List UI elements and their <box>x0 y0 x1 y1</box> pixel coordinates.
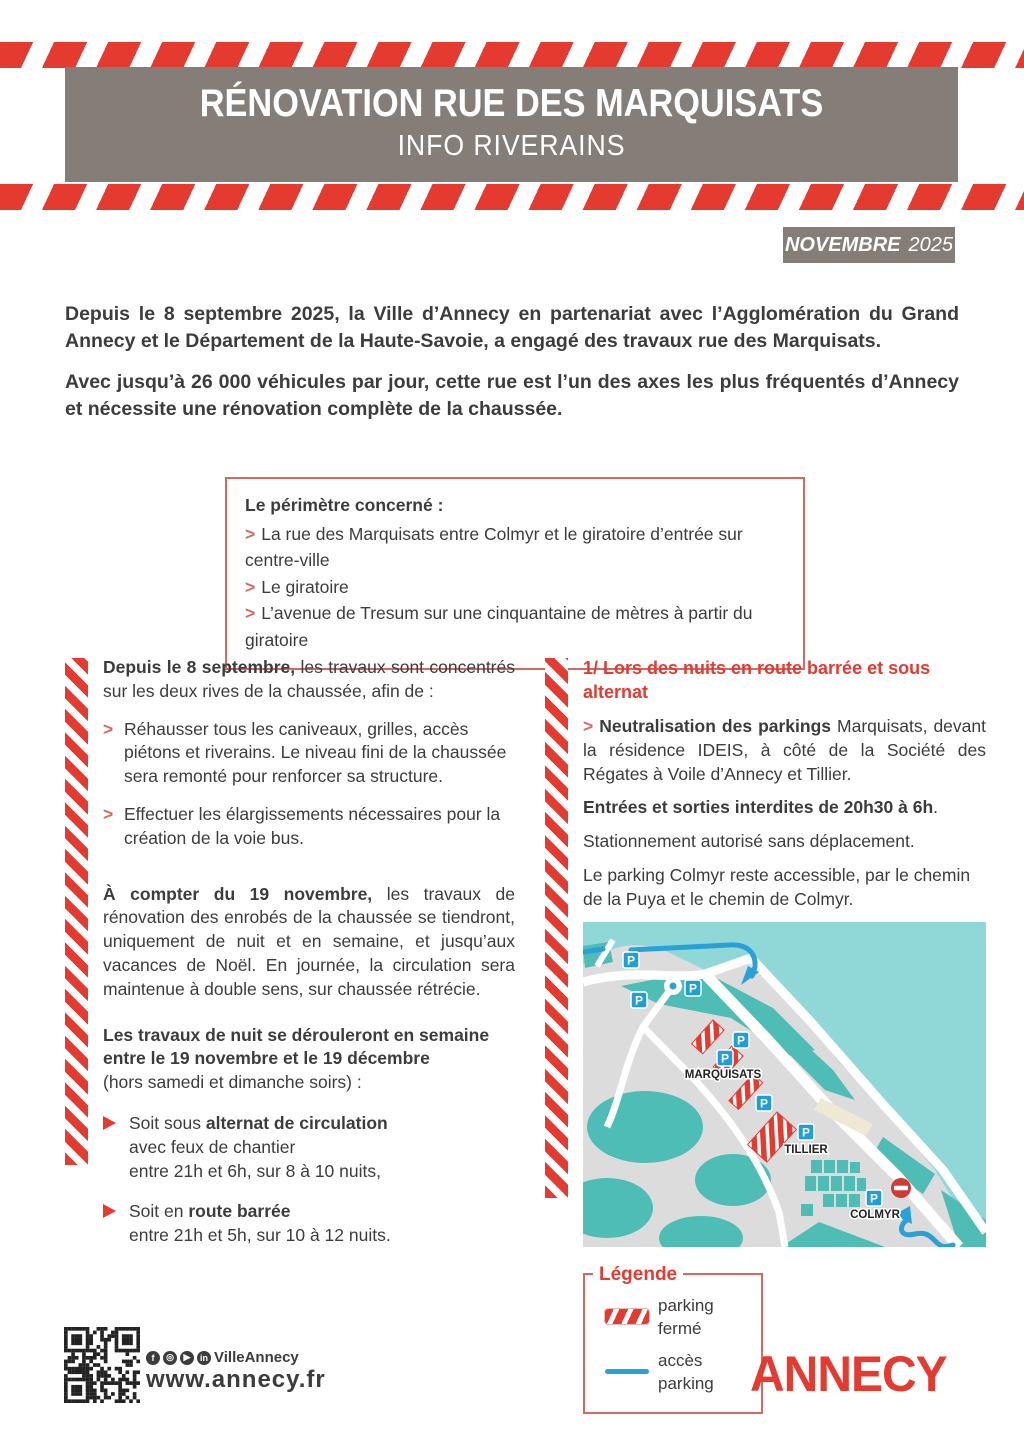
legend-item <box>605 1349 751 1395</box>
parking-paragraph-2 <box>583 796 986 820</box>
map-label-marquisats: MARQUISATS <box>684 1068 762 1081</box>
night-option-1 <box>103 1112 515 1183</box>
section-heading-nights: 1/ Lors des nuits en route barrée et sous alternat <box>583 658 931 703</box>
option1-bold: alternat de circulation <box>205 1112 388 1133</box>
chevron-icon: > <box>583 715 594 736</box>
intro-section <box>65 301 959 437</box>
option2-pre: Soit en <box>129 1201 189 1222</box>
perimeter-title: Le périmètre concerné : <box>245 495 444 515</box>
svg-text:P: P <box>759 1096 769 1111</box>
parking-paragraph-1 <box>583 715 986 786</box>
website-link[interactable]: www.annecy.fr <box>146 1366 326 1393</box>
svg-text:P: P <box>869 1191 879 1206</box>
perimeter-box <box>225 477 805 670</box>
social-row <box>146 1349 299 1366</box>
parking-p2-rest: . <box>933 797 939 818</box>
legend-box <box>583 1263 763 1414</box>
parking-marker <box>866 1190 882 1206</box>
works-paragraph-3 <box>103 1024 515 1095</box>
parking-paragraph-3: Stationnement autorisé sans déplacement. <box>583 831 915 852</box>
facebook-icon: f <box>146 1351 160 1365</box>
access-parking-swatch <box>605 1369 649 1374</box>
hazard-stripe-top <box>0 42 1024 68</box>
map-roundabout-dot <box>670 982 677 989</box>
parking-closed-swatch <box>605 1309 649 1324</box>
option1-line2: avec feux de chantier <box>129 1136 296 1157</box>
night-option-2 <box>103 1200 515 1248</box>
works-p3-bold: Les travaux de nuit se dérouleront en semaine entre le 19 novembre et le 19 décembre <box>103 1024 490 1069</box>
annecy-logo: ANNECY <box>750 1347 947 1403</box>
parking-column <box>583 656 986 1414</box>
perimeter-item <box>245 574 785 601</box>
perimeter-item <box>245 600 785 653</box>
perimeter-item <box>245 521 785 574</box>
hazard-stripe-bottom <box>0 184 1024 210</box>
svg-text:P: P <box>720 1051 730 1066</box>
svg-text:P: P <box>626 953 636 968</box>
instagram-icon: ◎ <box>163 1351 177 1365</box>
legend-item-label: parking fermé <box>658 1295 714 1338</box>
parking-marker <box>717 1050 733 1066</box>
linkedin-icon: in <box>197 1351 211 1365</box>
legend-title: Légende <box>593 1262 683 1288</box>
legend-item-label: accès parking <box>658 1350 714 1393</box>
map <box>583 922 986 1247</box>
hazard-bar-right <box>545 658 568 1198</box>
svg-text:P: P <box>801 1125 811 1140</box>
svg-text:P: P <box>634 993 644 1008</box>
badge-year: 2025 <box>908 233 954 256</box>
perimeter-item-text: La rue des Marquisats entre Colmyr et le giratoire d’entrée sur centre-ville <box>245 523 743 571</box>
chevron-icon: > <box>245 523 256 544</box>
chevron-icon: > <box>245 603 256 624</box>
parking-p1-bold: Neutralisation des parkings <box>599 715 832 736</box>
page-subtitle: INFO RIVERAINS <box>397 130 626 162</box>
svg-text:P: P <box>688 981 698 996</box>
option1-pre: Soit sous <box>129 1112 206 1133</box>
parking-marker <box>623 952 639 968</box>
works-paragraph-2 <box>103 883 515 1002</box>
works-p3-rest: (hors samedi et dimanche soirs) : <box>103 1072 362 1093</box>
legend-item <box>605 1294 751 1340</box>
parking-marker <box>631 992 647 1008</box>
works-bullet <box>103 718 515 789</box>
parking-marker <box>756 1095 772 1111</box>
works-p1-rest: les travaux sont concentrés sur les deux rives de la chaussée, afin de : <box>103 657 515 701</box>
parking-marker <box>685 980 701 996</box>
map-label-tillier: TILLIER <box>784 1143 828 1156</box>
youtube-icon: ▶ <box>180 1351 194 1365</box>
intro-paragraph-1: Depuis le 8 septembre 2025, la Ville d’Annecy en partenariat avec l’Agglomération du Grand Annecy et le Département de la Haute-Savoie, a engagé des travaux rue des Marquisats. <box>65 303 959 352</box>
no-entry-icon <box>891 1178 911 1198</box>
option1-line3: entre 21h et 6h, sur 8 à 10 nuits, <box>129 1160 381 1181</box>
works-p1-bold: Depuis le 8 septembre, <box>103 657 296 677</box>
qr-code <box>64 1327 140 1403</box>
parking-marker <box>798 1124 814 1140</box>
works-bullet-text: Effectuer les élargissements nécessaires pour la création de la voie bus. <box>124 803 501 848</box>
parking-marker <box>733 1032 749 1048</box>
perimeter-item-text: L’avenue de Tresum sur une cinquantaine de mètres à partir du giratoire <box>245 603 753 650</box>
date-badge <box>783 227 955 263</box>
hazard-bar-left <box>65 658 88 1165</box>
arrow-bullet-icon <box>103 1116 116 1130</box>
parking-p2-bold: Entrées et sorties interdites de 20h30 à 6h <box>583 797 934 818</box>
perimeter-item-text: Le giratoire <box>261 576 349 597</box>
chevron-icon: > <box>245 576 256 597</box>
works-p2-bold: À compter du 19 novembre, <box>103 883 373 904</box>
social-handle: VilleAnnecy <box>214 1349 299 1366</box>
works-bullet-text: Réhausser tous les caniveaux, grilles, accès piétons et riverains. Le niveau fini de la chaussée sera remonté pour renforcer sa structure. <box>124 718 507 787</box>
works-column <box>103 656 515 1265</box>
option2-line2: entre 21h et 5h, sur 10 à 12 nuits. <box>129 1225 391 1246</box>
option2-bold: route barrée <box>188 1201 291 1222</box>
badge-month: NOVEMBRE <box>784 233 901 256</box>
parking-paragraph-4: Le parking Colmyr reste accessible, par le chemin de la Puya et le chemin de Colmyr. <box>583 864 971 909</box>
arrow-bullet-icon <box>103 1204 116 1218</box>
map-label-colmyr: COLMYR <box>850 1208 900 1221</box>
page-title: RÉNOVATION RUE DES MARQUISATS <box>199 82 824 125</box>
header-banner <box>65 67 958 182</box>
works-bullet <box>103 803 515 851</box>
chevron-icon: > <box>103 718 114 739</box>
svg-text:P: P <box>736 1033 746 1048</box>
parking-p1-rest: Marquisats, devant la résidence IDEIS, à côté de la Société des Régates à Voile d’Annecy et Tillier. <box>583 715 986 784</box>
intro-paragraph-2: Avec jusqu’à 26 000 véhicules par jour, cette rue est l’un des axes les plus fréquentés d’Annecy et nécessite une rénovation complète de la chaussée. <box>65 370 959 420</box>
works-paragraph-1 <box>103 656 515 704</box>
works-p2-rest: les travaux de rénovation des enrobés de la chaussée se tiendront, uniquement de nuit et en semaine, et jusqu’aux vacances de Noël. En journée, la circulation sera maintenue à double sens, sur chaussée rétrécie. <box>103 883 515 999</box>
chevron-icon: > <box>103 803 114 824</box>
